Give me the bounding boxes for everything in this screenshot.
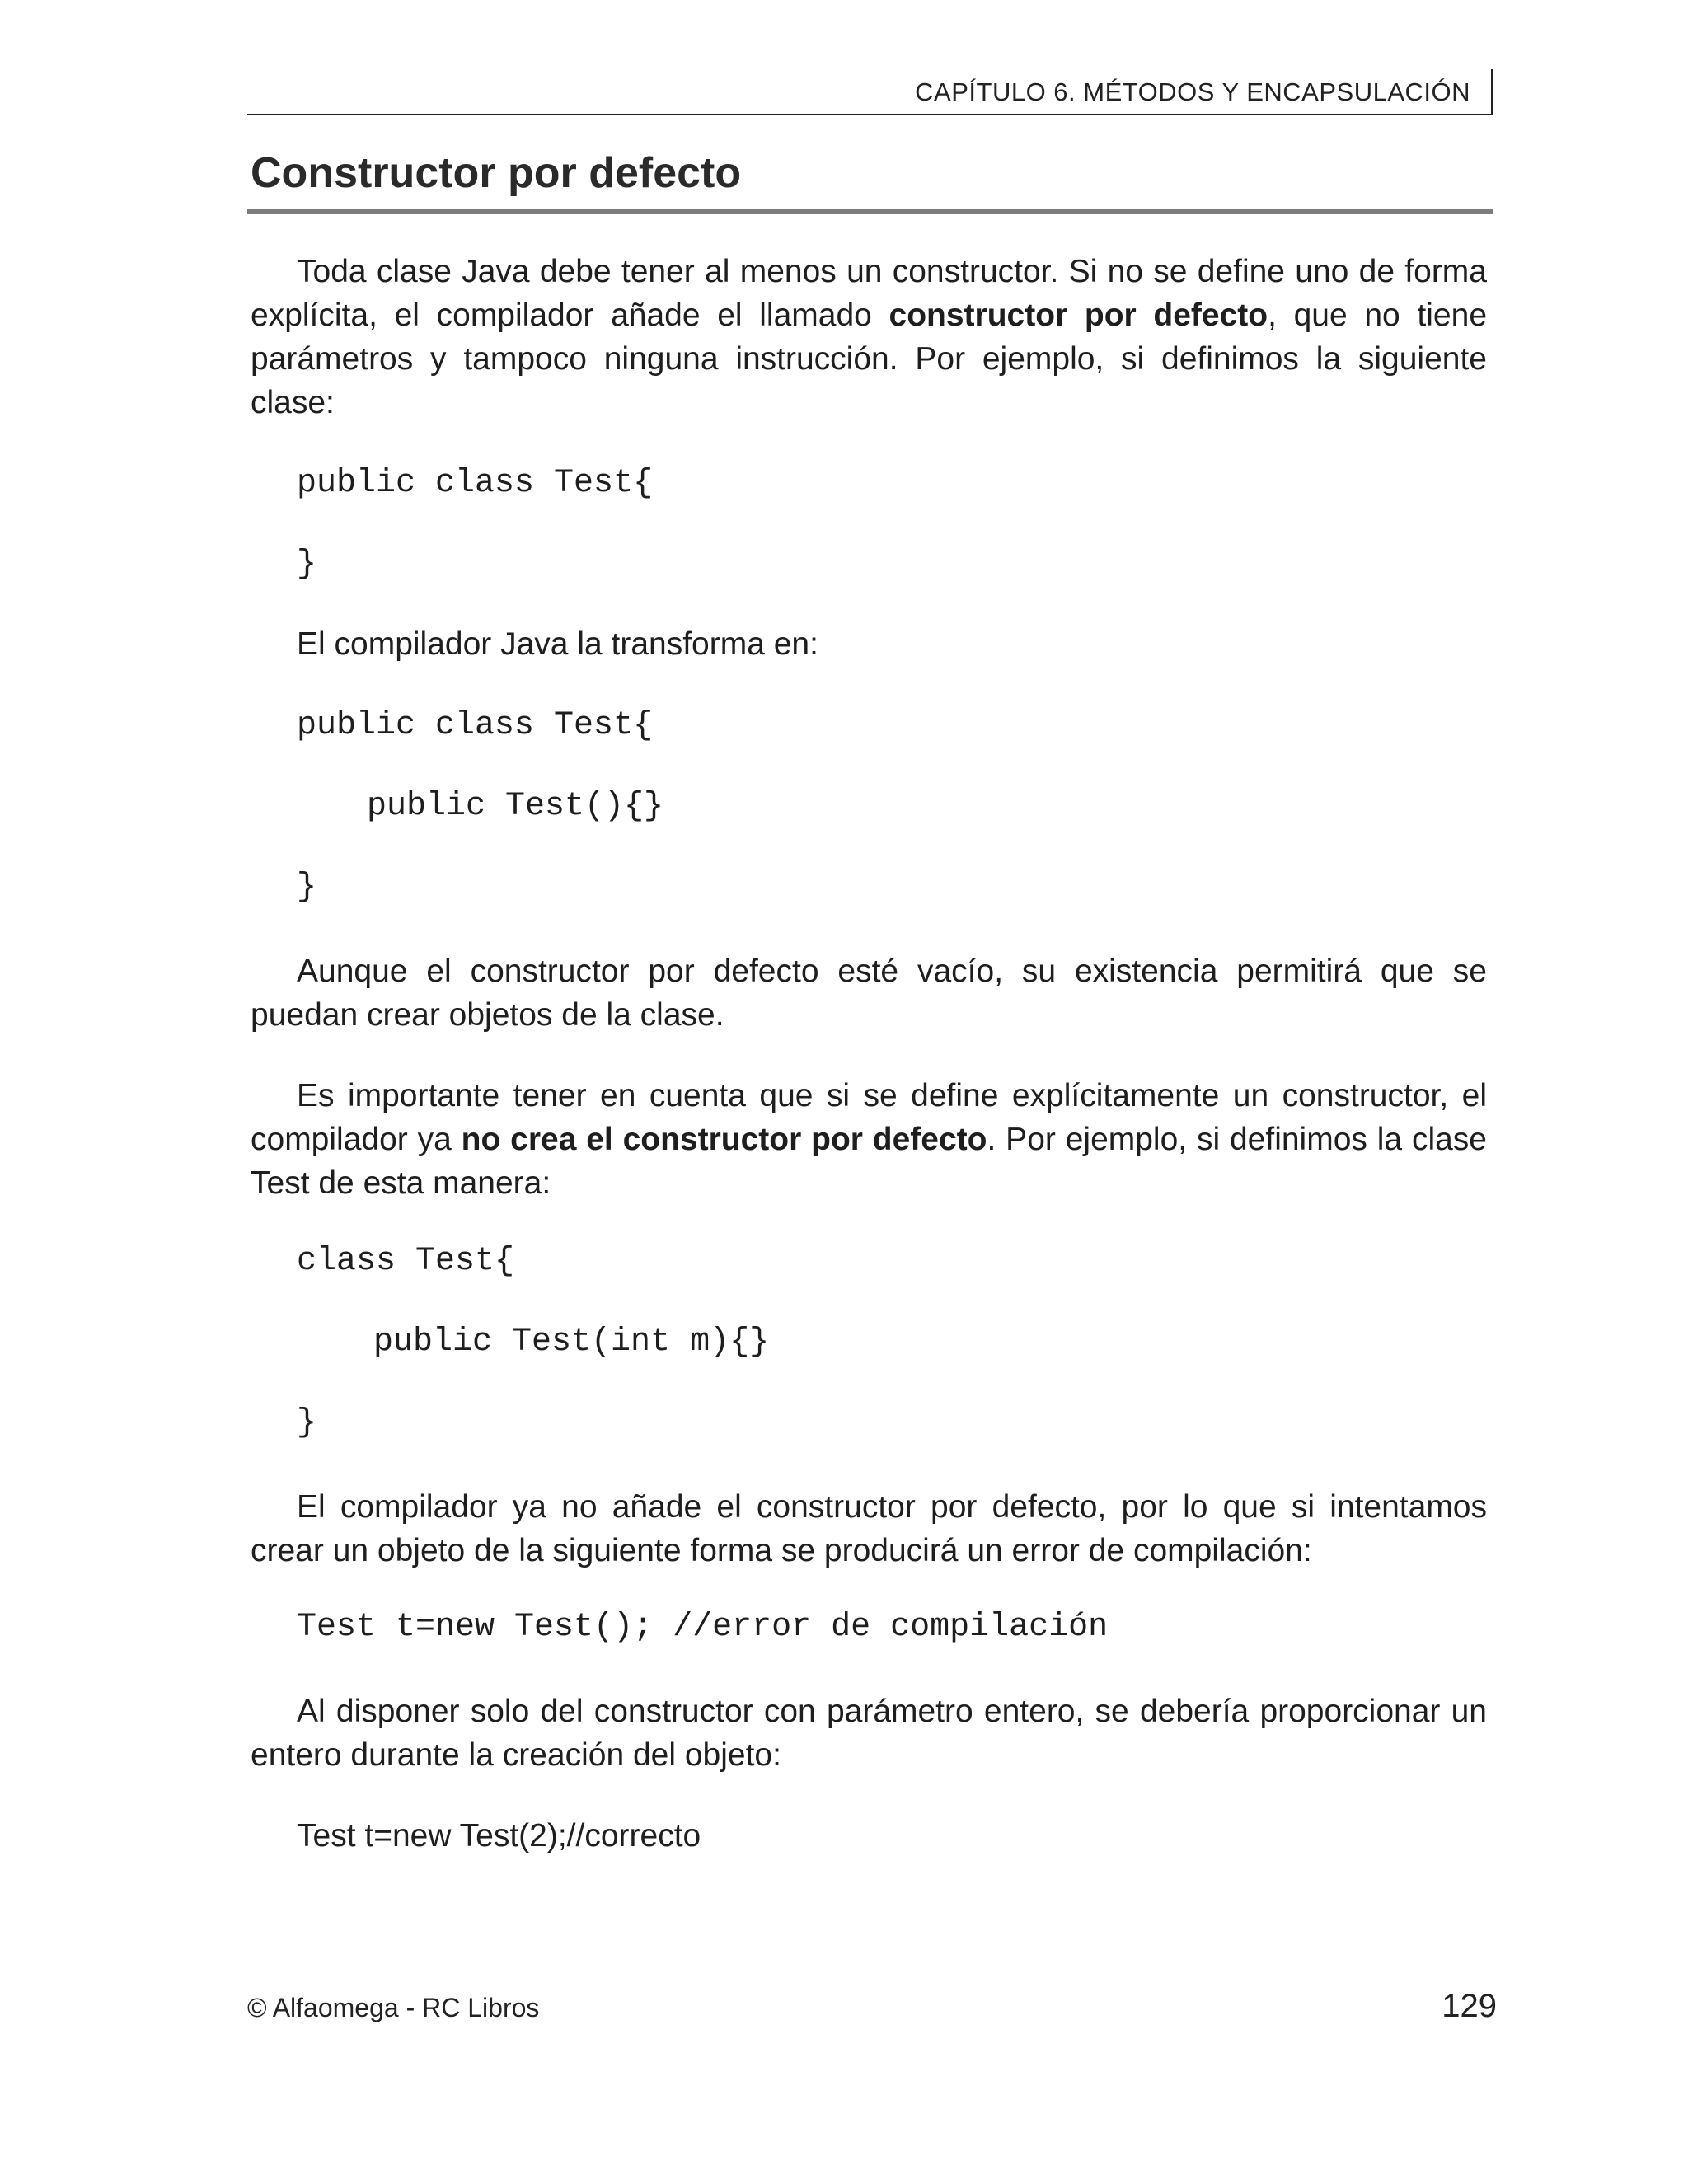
text-span: Es importante tener en cuenta que si se define explícitamente un constructor, el compilador ya — [251, 1078, 1487, 1157]
bold-term: constructor por defecto — [889, 298, 1268, 333]
code-line: public class Test{ — [297, 707, 654, 744]
code-line: public class Test{ — [297, 465, 654, 502]
code-line: public Test(){} — [367, 788, 664, 825]
code-line: } — [297, 546, 317, 583]
paragraph-explicit-constructor — [251, 1074, 1487, 1205]
running-header — [247, 73, 1493, 115]
text-span: . Por ejemplo, si definimos la clase Test de esta manera: — [251, 1122, 1487, 1201]
paragraph-transform: El compilador Java la transforma en: — [297, 626, 818, 662]
footer-copyright: © Alfaomega - RC Libros — [247, 1993, 540, 2022]
paragraph-integer-param: Al disponer solo del constructor con parámetro entero, se debería proporcionar un entero durante la creación del objeto: — [251, 1694, 1487, 1773]
paragraph-empty-constructor: Aunque el constructor por defecto esté vacío, su existencia permitirá que se puedan crear objetos de la clase. — [251, 954, 1487, 1033]
code-line: } — [297, 1404, 317, 1441]
section-title-rule — [247, 209, 1493, 214]
code-line: class Test{ — [297, 1243, 515, 1280]
paragraph-intro — [251, 250, 1487, 424]
code-line: public Test(int m){} — [373, 1324, 770, 1361]
paragraph-correct-example: Test t=new Test(2);//correcto — [297, 1818, 701, 1854]
text-span: , que no tiene parámetros y tampoco ninguna instrucción. Por ejemplo, si definimos la siguiente clase: — [251, 298, 1488, 420]
paragraph-compile-error: El compilador ya no añade el constructor por defecto, por lo que si intentamos crear un objeto de la siguiente forma se producirá un error de compilación: — [251, 1489, 1487, 1568]
header-vertical-rule — [1491, 69, 1493, 115]
code-line: } — [297, 869, 317, 906]
section-title: Constructor por defecto — [251, 149, 742, 197]
text-span: Toda clase Java debe tener al menos un constructor. Si no se define uno de forma explícita, el compilador añade el llamado — [251, 254, 1487, 333]
bold-term: no crea el constructor por defecto — [461, 1122, 987, 1157]
code-line: Test t=new Test(); //error de compilación — [297, 1609, 1109, 1646]
page-number: 129 — [1442, 1988, 1497, 2024]
chapter-title: CAPÍTULO 6. MÉTODOS Y ENCAPSULACIÓN — [915, 77, 1470, 106]
